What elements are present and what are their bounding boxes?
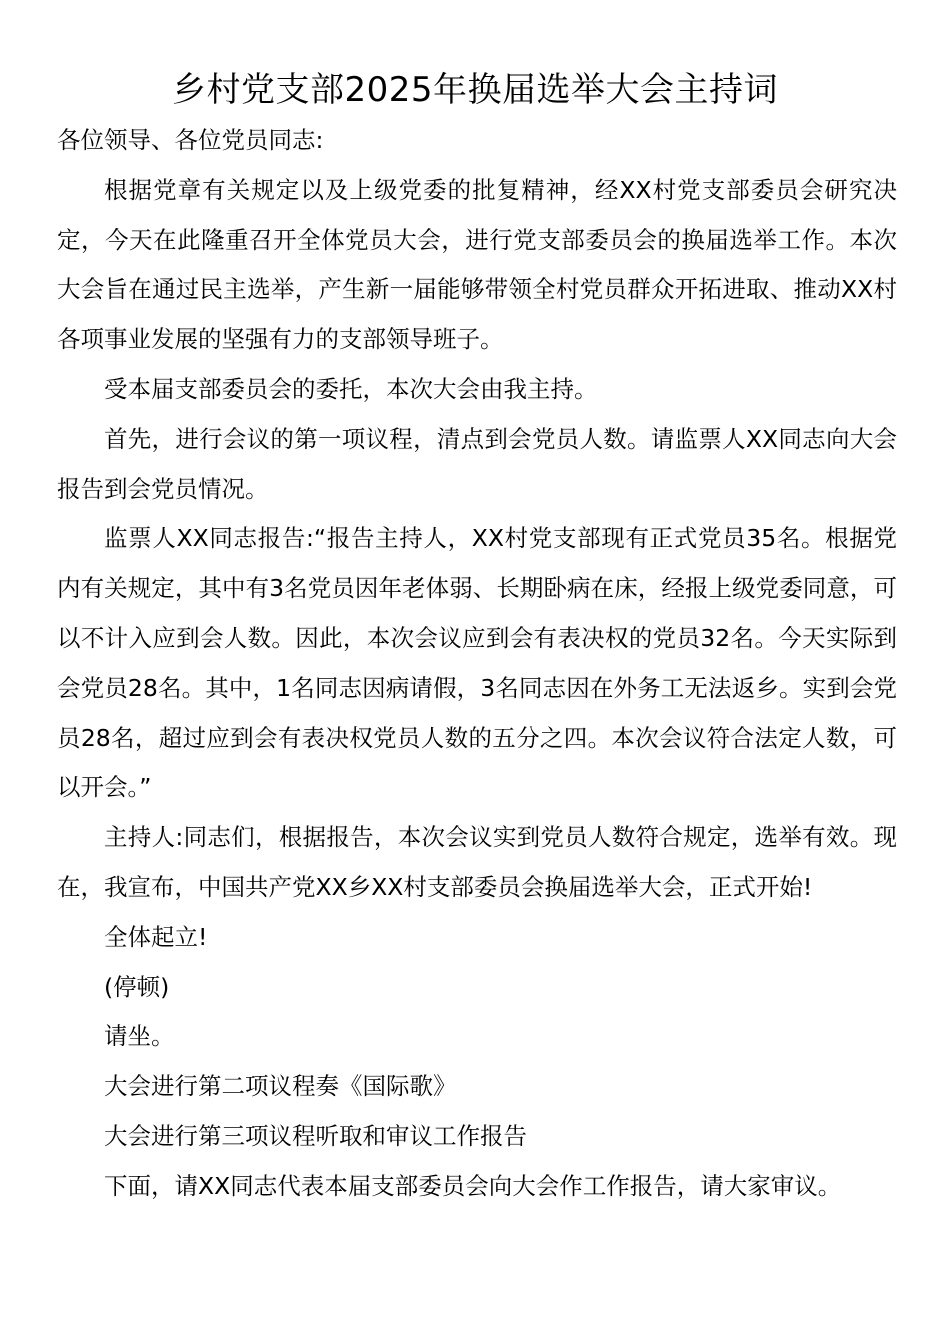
paragraph-second-agenda: 大会进行第二项议程奏《国际歌》 — [104, 1072, 457, 1101]
paragraph-host-announcement: 主持人:同志们，根据报告，本次会议实到党员人数符合规定，选举有效。现在，我宣布，中国共产党XX乡XX村支部委员会换届选举大会，正式开始! — [57, 823, 897, 901]
paragraph-all-stand: 全体起立! — [104, 922, 208, 951]
salutation: 各位领导、各位党员同志: — [57, 126, 324, 154]
paragraph-first-agenda: 首先，进行会议的第一项议程，清点到会党员人数。请监票人XX同志向大会报告到会党员情况。 — [57, 424, 897, 503]
paragraph-opening: 根据党章有关规定以及上级党委的批复精神，经XX村党支部委员会研究决定，今天在此隆重召开全体党员大会，进行党支部委员会的换届选举工作。本次大会旨在通过民主选举，产生新一届能够带领全村党员群众开拓进取、推动XX村各项事业发展的坚强有力的支部领导班子。 — [57, 175, 897, 354]
paragraph-be-seated: 请坐。 — [104, 1022, 175, 1051]
paragraph-third-agenda: 大会进行第三项议程听取和审议工作报告 — [104, 1121, 527, 1150]
document-body — [57, 116, 897, 1212]
paragraph-pause: (停顿) — [104, 972, 170, 1001]
paragraph-work-report: 下面，请XX同志代表本届支部委员会向大会作工作报告，请大家审议。 — [104, 1171, 842, 1200]
document-title: 乡村党支部2025年换届选举大会主持词 — [171, 70, 779, 110]
paragraph-host-entrusted: 受本届支部委员会的委托，本次大会由我主持。 — [104, 374, 598, 403]
paragraph-scrutineer-report: 监票人XX同志报告:“报告主持人，XX村党支部现有正式党员35名。根据党内有关规定，其中有3名党员因年老体弱、长期卧病在床，经报上级党委同意，可以不计入应到会人数。因此，本次会议应到会有表决权的党员32名。今天实际到会党员28名。其中，1名同志因病请假，3名同志因在外务工无法返乡。实到会党员28名，超过应到会有表决权党员人数的五分之四。本次会议符合法定人数，可以开会。” — [57, 524, 897, 802]
